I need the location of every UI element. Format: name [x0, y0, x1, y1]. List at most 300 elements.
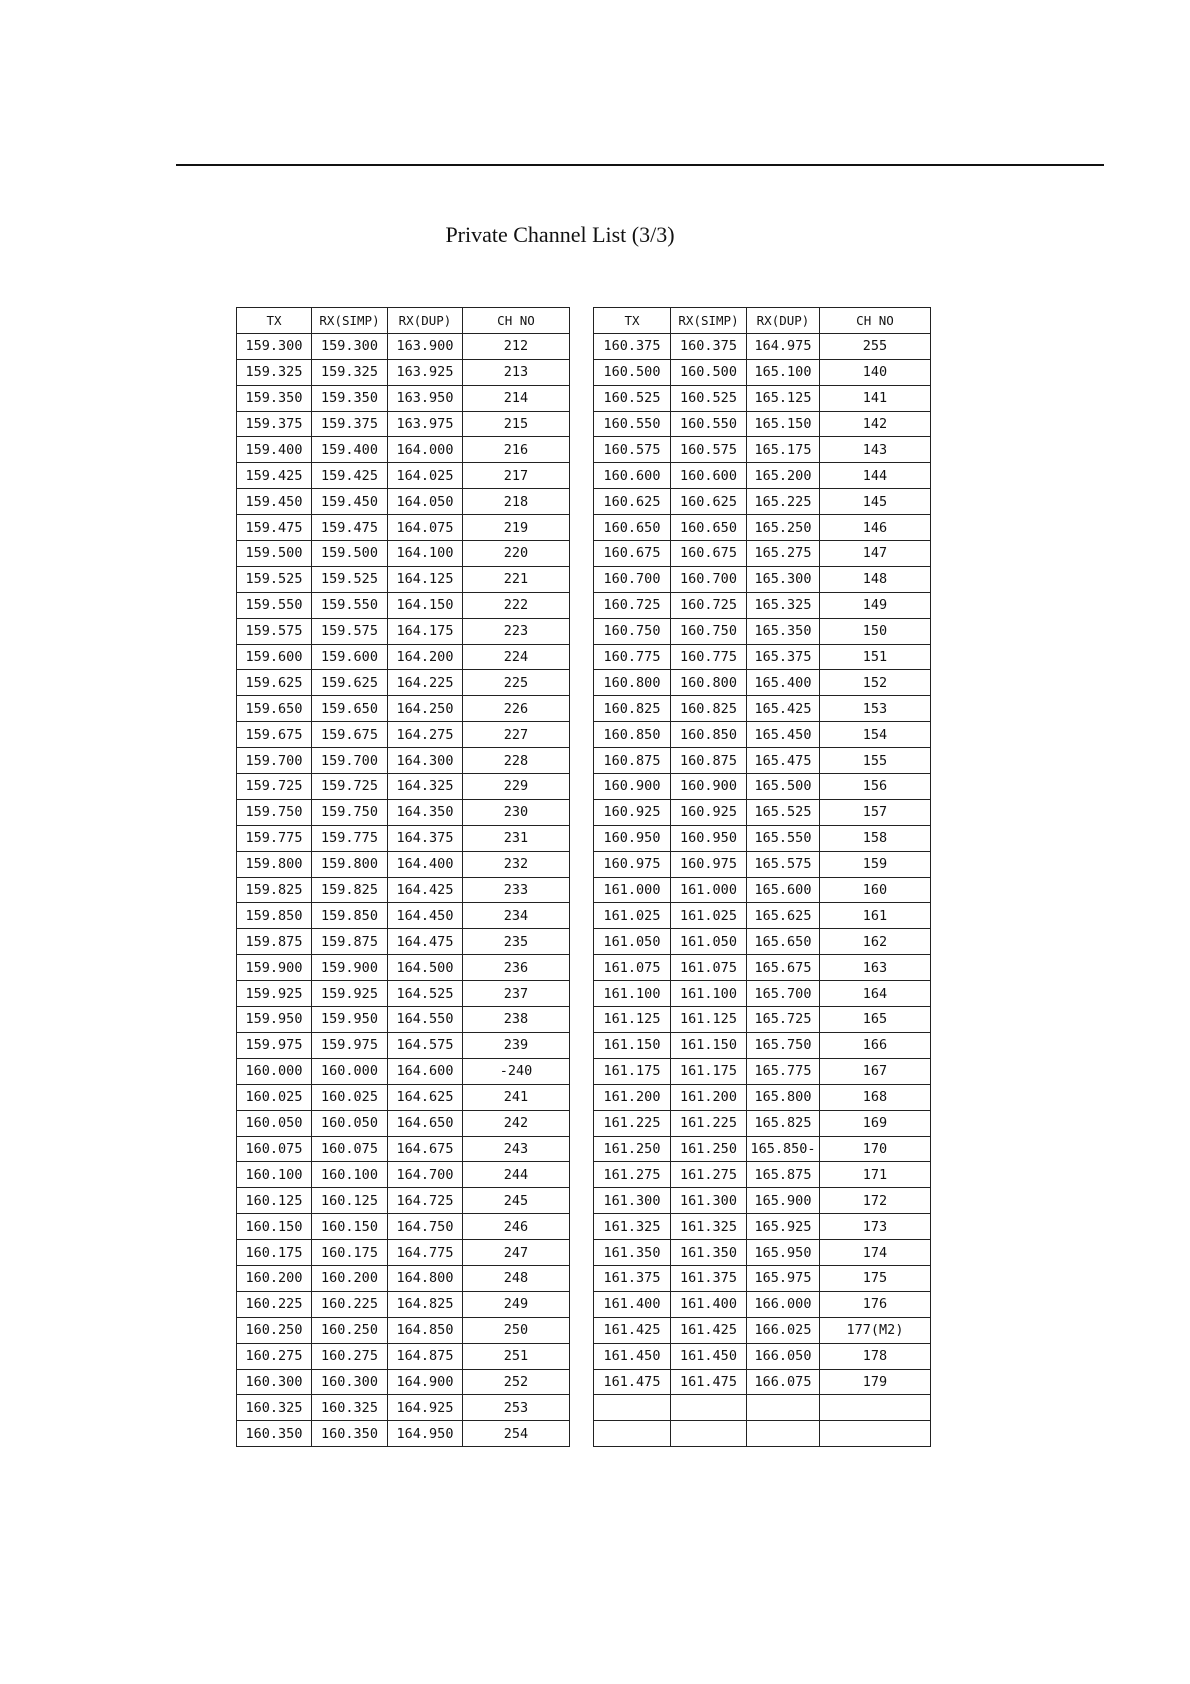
table-cell: 164.200: [388, 644, 463, 670]
table-cell: 165.625: [747, 903, 820, 929]
table-cell: 160.525: [594, 385, 671, 411]
table-cell: 159.350: [237, 385, 312, 411]
table-cell: 165.425: [747, 696, 820, 722]
table-cell: 160.900: [671, 774, 747, 800]
table-cell: 235: [463, 929, 570, 955]
table-cell: 164.500: [388, 955, 463, 981]
table-cell: 174: [820, 1240, 931, 1266]
table-cell: 164.725: [388, 1188, 463, 1214]
table-cell: 159.450: [312, 489, 388, 515]
table-cell: 159.575: [237, 618, 312, 644]
table-cell: 160.650: [671, 515, 747, 541]
table-cell: 164.850: [388, 1317, 463, 1343]
table-cell: 160.800: [671, 670, 747, 696]
table-cell: 161.350: [594, 1240, 671, 1266]
table-cell: [820, 1421, 931, 1447]
table-cell: 164.450: [388, 903, 463, 929]
column-header: RX(SIMP): [312, 308, 388, 334]
table-row: [237, 1240, 570, 1266]
table-cell: 159.750: [312, 799, 388, 825]
table-cell: 230: [463, 799, 570, 825]
table-cell: 233: [463, 877, 570, 903]
table-cell: 165.225: [747, 489, 820, 515]
table-cell: 159.825: [237, 877, 312, 903]
table-cell: 160.125: [237, 1188, 312, 1214]
table-cell: 164.000: [388, 437, 463, 463]
table-row: [594, 1240, 931, 1266]
table-cell: 164.825: [388, 1291, 463, 1317]
table-cell: 251: [463, 1343, 570, 1369]
table-cell: 159.975: [312, 1032, 388, 1058]
table-row: [237, 1369, 570, 1395]
table-cell: 159.500: [237, 541, 312, 567]
table-cell: 153: [820, 696, 931, 722]
table-cell: 161.025: [671, 903, 747, 929]
table-cell: 164.175: [388, 618, 463, 644]
table-row: [237, 333, 570, 359]
table-cell: 160.200: [312, 1265, 388, 1291]
table-cell: 161.200: [671, 1084, 747, 1110]
table-cell: 161.075: [671, 955, 747, 981]
table-row: [594, 618, 931, 644]
column-header: RX(SIMP): [671, 308, 747, 334]
table-cell: 159.950: [237, 1007, 312, 1033]
table-cell: 160.975: [671, 851, 747, 877]
table-cell: 160.300: [237, 1369, 312, 1395]
table-cell: 159.775: [312, 825, 388, 851]
column-header: RX(DUP): [388, 308, 463, 334]
table-row: [594, 670, 931, 696]
table-cell: 160.075: [237, 1136, 312, 1162]
table-row: [594, 748, 931, 774]
table-cell: 159.575: [312, 618, 388, 644]
table-cell: 159.900: [312, 955, 388, 981]
table-cell: 161.400: [671, 1291, 747, 1317]
table-cell: 247: [463, 1240, 570, 1266]
table-cell: 216: [463, 437, 570, 463]
table-cell: 159.950: [312, 1007, 388, 1033]
table-cell: 161.100: [671, 981, 747, 1007]
table-cell: 164: [820, 981, 931, 1007]
table-row: [594, 437, 931, 463]
table-cell: 160.950: [671, 825, 747, 851]
table-row: [237, 1188, 570, 1214]
table-cell: 160.375: [671, 333, 747, 359]
table-cell: -240: [463, 1058, 570, 1084]
table-cell: 227: [463, 722, 570, 748]
table-cell: 242: [463, 1110, 570, 1136]
table-cell: 140: [820, 359, 931, 385]
table-row: [594, 1291, 931, 1317]
table-cell: 164.525: [388, 981, 463, 1007]
table-cell: 222: [463, 592, 570, 618]
table-row: [237, 1032, 570, 1058]
table-cell: 159.850: [237, 903, 312, 929]
table-cell: 160.750: [671, 618, 747, 644]
table-cell: 228: [463, 748, 570, 774]
table-cell: 213: [463, 359, 570, 385]
table-cell: 159.900: [237, 955, 312, 981]
table-cell: 170: [820, 1136, 931, 1162]
table-cell: 160.875: [671, 748, 747, 774]
table-cell: 161: [820, 903, 931, 929]
table-cell: 163.900: [388, 333, 463, 359]
table-cell: 159.850: [312, 903, 388, 929]
table-cell: 159.325: [237, 359, 312, 385]
table-cell: 164.325: [388, 774, 463, 800]
table-cell: 165.650: [747, 929, 820, 955]
table-row: [594, 722, 931, 748]
table-cell: 171: [820, 1162, 931, 1188]
table-cell: 229: [463, 774, 570, 800]
table-row: [594, 1084, 931, 1110]
table-row: [594, 877, 931, 903]
table-cell: 254: [463, 1421, 570, 1447]
table-cell: 164.400: [388, 851, 463, 877]
table-cell: 160.600: [671, 463, 747, 489]
table-cell: 159.475: [312, 515, 388, 541]
table-cell: 160.725: [671, 592, 747, 618]
table-cell: 160.000: [312, 1058, 388, 1084]
table-cell: 248: [463, 1265, 570, 1291]
table-row: [594, 1136, 931, 1162]
table-row: [594, 515, 931, 541]
table-cell: 239: [463, 1032, 570, 1058]
table-row: [594, 1162, 931, 1188]
table-cell: 165.175: [747, 437, 820, 463]
table-cell: 146: [820, 515, 931, 541]
table-cell: 165.800: [747, 1084, 820, 1110]
table-cell: 160.750: [594, 618, 671, 644]
table-cell: 164.575: [388, 1032, 463, 1058]
table-row: [594, 1395, 931, 1421]
table-cell: 159.325: [312, 359, 388, 385]
table-cell: [820, 1395, 931, 1421]
table-cell: 161.250: [671, 1136, 747, 1162]
table-cell: 160.600: [594, 463, 671, 489]
table-cell: 164.950: [388, 1421, 463, 1447]
table-cell: 160.825: [594, 696, 671, 722]
table-cell: 159.675: [312, 722, 388, 748]
table-cell: 165.375: [747, 644, 820, 670]
table-cell: 250: [463, 1317, 570, 1343]
table-cell: [747, 1395, 820, 1421]
table-row: [237, 1265, 570, 1291]
table-cell: 159.750: [237, 799, 312, 825]
table-cell: 161.000: [594, 877, 671, 903]
table-cell: 165.150: [747, 411, 820, 437]
table-cell: 160.250: [312, 1317, 388, 1343]
table-cell: 164.650: [388, 1110, 463, 1136]
table-cell: 244: [463, 1162, 570, 1188]
table-cell: 160.175: [312, 1240, 388, 1266]
table-cell: 160.100: [237, 1162, 312, 1188]
table-row: [237, 359, 570, 385]
table-cell: 147: [820, 541, 931, 567]
table-cell: 249: [463, 1291, 570, 1317]
table-row: [594, 1058, 931, 1084]
table-row: [237, 722, 570, 748]
table-cell: 141: [820, 385, 931, 411]
table-cell: 160.550: [671, 411, 747, 437]
table-cell: 160.325: [312, 1395, 388, 1421]
table-row: [594, 566, 931, 592]
table-row: [594, 1007, 931, 1033]
table-cell: 164.750: [388, 1214, 463, 1240]
table-cell: 160.775: [671, 644, 747, 670]
table-cell: 160.850: [671, 722, 747, 748]
table-row: [237, 1291, 570, 1317]
table-cell: 165.875: [747, 1162, 820, 1188]
table-cell: 164.125: [388, 566, 463, 592]
table-cell: 159.675: [237, 722, 312, 748]
table-cell: 159.350: [312, 385, 388, 411]
table-row: [237, 670, 570, 696]
table-row: [594, 903, 931, 929]
table-cell: 161.300: [594, 1188, 671, 1214]
table-cell: 160.950: [594, 825, 671, 851]
table-row: [237, 825, 570, 851]
channel-table-left: [236, 307, 570, 1447]
table-cell: 161.100: [594, 981, 671, 1007]
table-cell: 165.825: [747, 1110, 820, 1136]
table-cell: 160.350: [312, 1421, 388, 1447]
table-row: [594, 1369, 931, 1395]
table-cell: 161.425: [594, 1317, 671, 1343]
table-row: [594, 1421, 931, 1447]
table-cell: 165.125: [747, 385, 820, 411]
table-cell: 165.700: [747, 981, 820, 1007]
table-cell: 212: [463, 333, 570, 359]
table-cell: 161.450: [671, 1343, 747, 1369]
table-cell: 159.775: [237, 825, 312, 851]
table-cell: 164.475: [388, 929, 463, 955]
table-cell: 160.825: [671, 696, 747, 722]
table-cell: 159.550: [237, 592, 312, 618]
table-cell: 159.975: [237, 1032, 312, 1058]
table-cell: 164.600: [388, 1058, 463, 1084]
table-cell: 159.525: [237, 566, 312, 592]
column-header: TX: [594, 308, 671, 334]
table-cell: 159.425: [312, 463, 388, 489]
table-cell: 164.100: [388, 541, 463, 567]
table-cell: 161.325: [671, 1214, 747, 1240]
table-cell: 160.625: [671, 489, 747, 515]
table-cell: 176: [820, 1291, 931, 1317]
table-row: [237, 644, 570, 670]
table-cell: 161.125: [671, 1007, 747, 1033]
table-cell: 161.300: [671, 1188, 747, 1214]
table-cell: 167: [820, 1058, 931, 1084]
table-cell: 161.375: [671, 1265, 747, 1291]
table-row: [594, 851, 931, 877]
table-cell: 159.450: [237, 489, 312, 515]
table-cell: 160.775: [594, 644, 671, 670]
table-row: [237, 877, 570, 903]
table-cell: 165.200: [747, 463, 820, 489]
table-cell: 232: [463, 851, 570, 877]
table-row: [594, 592, 931, 618]
table-cell: 164.075: [388, 515, 463, 541]
table-cell: 253: [463, 1395, 570, 1421]
table-cell: 160.925: [594, 799, 671, 825]
table-cell: 164.775: [388, 1240, 463, 1266]
table-cell: 160.925: [671, 799, 747, 825]
table-cell: 149: [820, 592, 931, 618]
table-cell: 165.725: [747, 1007, 820, 1033]
table-cell: 163.950: [388, 385, 463, 411]
table-cell: 160.050: [312, 1110, 388, 1136]
table-cell: 161.375: [594, 1265, 671, 1291]
table-row: [594, 644, 931, 670]
channel-table-right: [593, 307, 931, 1447]
table-cell: 160.575: [594, 437, 671, 463]
table-row: [594, 385, 931, 411]
table-cell: 159.400: [237, 437, 312, 463]
table-cell: 161.175: [594, 1058, 671, 1084]
table-row: [594, 1265, 931, 1291]
table-row: [594, 1188, 931, 1214]
table-cell: 160.175: [237, 1240, 312, 1266]
table-row: [594, 825, 931, 851]
table-header-row: [594, 308, 931, 334]
table-cell: 165.525: [747, 799, 820, 825]
table-row: [237, 1058, 570, 1084]
table-row: [237, 618, 570, 644]
table-cell: 164.350: [388, 799, 463, 825]
table-cell: 173: [820, 1214, 931, 1240]
table-cell: 165.350: [747, 618, 820, 644]
table-cell: 161.325: [594, 1214, 671, 1240]
table-row: [237, 1317, 570, 1343]
table-row: [237, 1395, 570, 1421]
column-header: TX: [237, 308, 312, 334]
table-cell: 160.350: [237, 1421, 312, 1447]
table-cell: 225: [463, 670, 570, 696]
table-row: [237, 489, 570, 515]
table-cell: 160.050: [237, 1110, 312, 1136]
table-cell: 161.350: [671, 1240, 747, 1266]
table-cell: 161.450: [594, 1343, 671, 1369]
table-cell: 164.900: [388, 1369, 463, 1395]
table-cell: 164.875: [388, 1343, 463, 1369]
table-cell: 161.475: [671, 1369, 747, 1395]
table-row: [237, 385, 570, 411]
table-cell: 161.025: [594, 903, 671, 929]
table-row: [237, 515, 570, 541]
table-row: [594, 929, 931, 955]
table-cell: 164.225: [388, 670, 463, 696]
table-cell: 161.400: [594, 1291, 671, 1317]
table-row: [594, 1343, 931, 1369]
table-cell: 163.975: [388, 411, 463, 437]
table-cell: 165.775: [747, 1058, 820, 1084]
table-cell: 160.550: [594, 411, 671, 437]
table-cell: [671, 1395, 747, 1421]
table-cell: 160.225: [237, 1291, 312, 1317]
table-cell: 164.050: [388, 489, 463, 515]
table-cell: 165.300: [747, 566, 820, 592]
table-cell: 159.550: [312, 592, 388, 618]
table-row: [237, 1084, 570, 1110]
table-row: [594, 696, 931, 722]
table-cell: 160.300: [312, 1369, 388, 1395]
table-cell: 243: [463, 1136, 570, 1162]
table-row: [237, 1136, 570, 1162]
table-cell: 165.500: [747, 774, 820, 800]
table-cell: 160.650: [594, 515, 671, 541]
table-cell: 164.700: [388, 1162, 463, 1188]
table-cell: 160.100: [312, 1162, 388, 1188]
table-row: [594, 489, 931, 515]
table-cell: 160.525: [671, 385, 747, 411]
table-row: [237, 981, 570, 1007]
table-cell: [671, 1421, 747, 1447]
table-row: [594, 799, 931, 825]
table-cell: 165.600: [747, 877, 820, 903]
table-cell: 165.450: [747, 722, 820, 748]
table-cell: 159.925: [237, 981, 312, 1007]
table-cell: 159.300: [237, 333, 312, 359]
table-cell: 159.700: [312, 748, 388, 774]
table-cell: 159.825: [312, 877, 388, 903]
header-rule: [176, 164, 1104, 166]
table-cell: 166: [820, 1032, 931, 1058]
table-cell: 155: [820, 748, 931, 774]
table-cell: 159.475: [237, 515, 312, 541]
table-cell: 165.100: [747, 359, 820, 385]
table-row: [594, 359, 931, 385]
table-cell: 164.025: [388, 463, 463, 489]
table-cell: 159.375: [312, 411, 388, 437]
table-cell: 165.675: [747, 955, 820, 981]
table-cell: 152: [820, 670, 931, 696]
table-cell: 161.050: [594, 929, 671, 955]
table-row: [237, 1343, 570, 1369]
table-cell: 231: [463, 825, 570, 851]
table-cell: 160.150: [237, 1214, 312, 1240]
table-cell: 217: [463, 463, 570, 489]
table-cell: 219: [463, 515, 570, 541]
table-cell: 161.275: [671, 1162, 747, 1188]
table-cell: 165.575: [747, 851, 820, 877]
table-cell: 160.500: [594, 359, 671, 385]
table-cell: 160.575: [671, 437, 747, 463]
table-cell: 215: [463, 411, 570, 437]
table-cell: 165: [820, 1007, 931, 1033]
table-cell: 159.625: [237, 670, 312, 696]
table-cell: 165.275: [747, 541, 820, 567]
column-header: CH NO: [820, 308, 931, 334]
table-cell: 151: [820, 644, 931, 670]
table-cell: 160.150: [312, 1214, 388, 1240]
table-cell: 159.925: [312, 981, 388, 1007]
table-row: [237, 1421, 570, 1447]
table-cell: 220: [463, 541, 570, 567]
table-cell: 150: [820, 618, 931, 644]
table-row: [237, 463, 570, 489]
table-cell: 165.400: [747, 670, 820, 696]
table-cell: 238: [463, 1007, 570, 1033]
table-cell: 164.675: [388, 1136, 463, 1162]
table-cell: 159.375: [237, 411, 312, 437]
table-row: [594, 955, 931, 981]
table-cell: 175: [820, 1265, 931, 1291]
table-cell: 241: [463, 1084, 570, 1110]
table-cell: 168: [820, 1084, 931, 1110]
table-cell: 165.925: [747, 1214, 820, 1240]
table-cell: 161.050: [671, 929, 747, 955]
